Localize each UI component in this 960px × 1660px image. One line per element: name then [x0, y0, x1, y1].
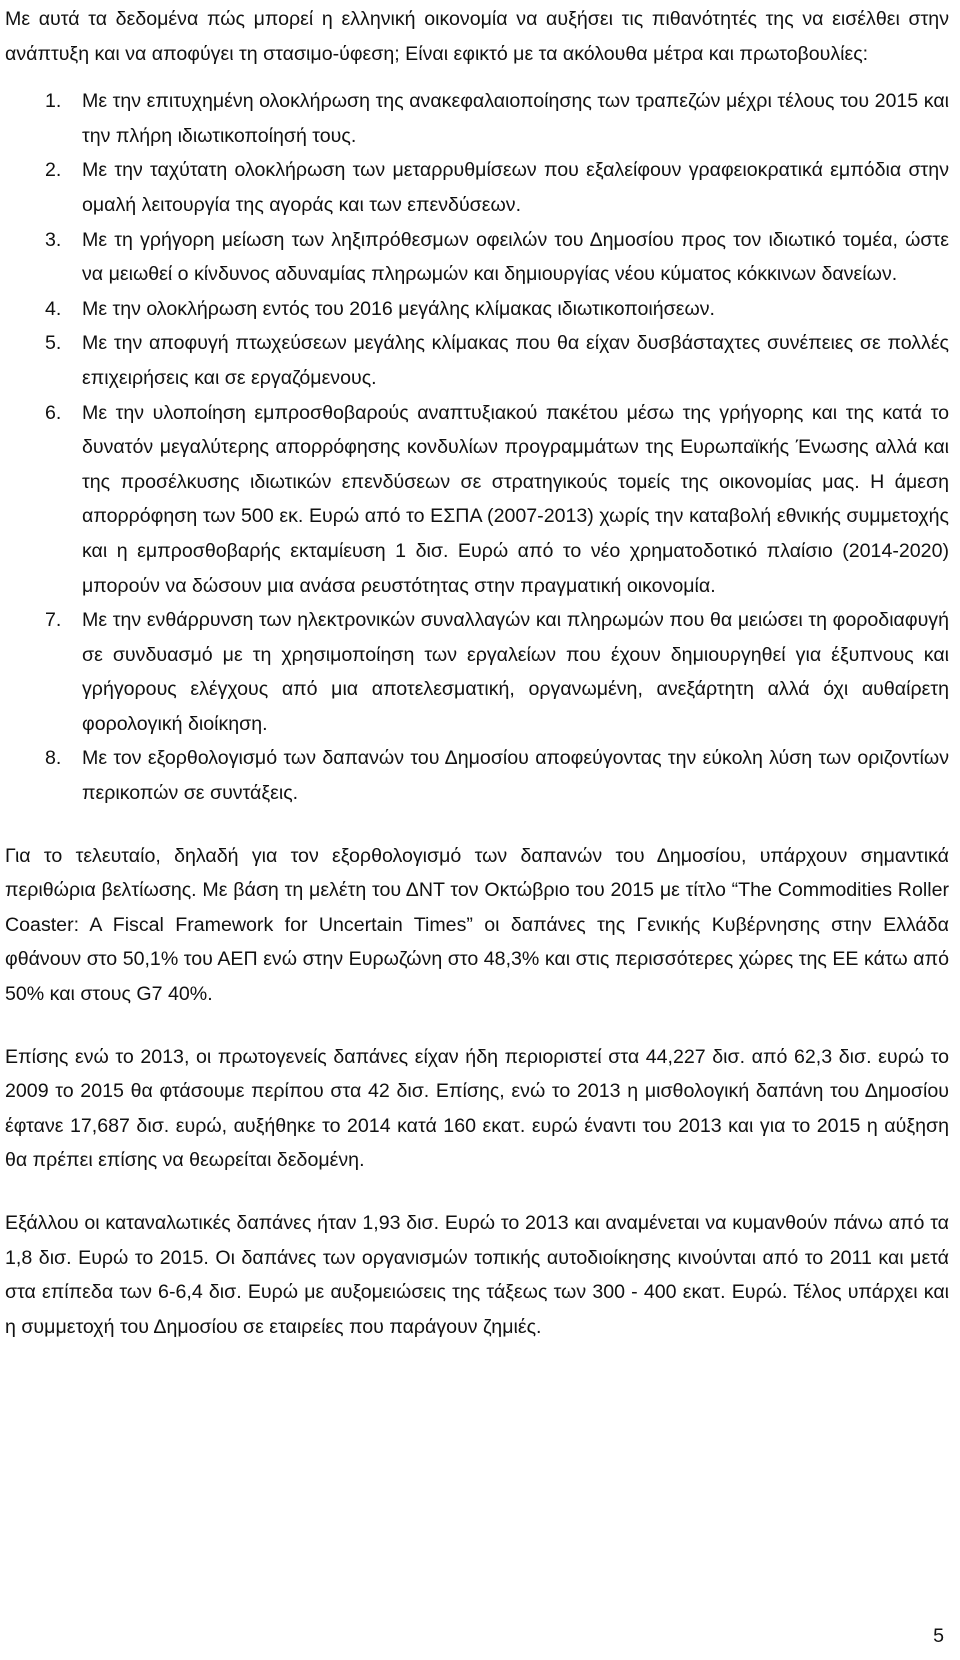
list-item-text: Με την αποφυγή πτωχεύσεων μεγάλης κλίμακας που θα είχαν δυσβάσταχτες συνέπειες σε πολλές επιχειρήσεις και σε εργαζόμενους. [82, 332, 949, 389]
list-number: 6. [45, 401, 62, 424]
list-item [5, 84, 949, 153]
list-item [5, 326, 949, 395]
list-number: 1. [45, 90, 62, 113]
list-number: 2. [45, 159, 62, 182]
list-item-text: Με τη γρήγορη μείωση των ληξιπρόθεσμων οφειλών του Δημοσίου προς τον ιδιωτικό τομέα, ώστε να μειωθεί ο κίνδυνος αδυναμίας πληρωμών και δημιουργίας νέου κύματος κόκκινων δανείων. [82, 228, 949, 286]
list-item-text: Με την ταχύτατη ολοκλήρωση των μεταρρυθμίσεων που εξαλείφουν γραφειοκρατικά εμπόδια στην ομαλή λειτουργία της αγοράς και των επενδύσεων. [82, 159, 949, 216]
list-item-text: Με την επιτυχημένη ολοκλήρωση της ανακεφαλαιοποίησης των τραπεζών μέχρι τέλους του 2015 και την πλήρη ιδιωτικοποίησή τους. [82, 90, 949, 147]
list-item [5, 603, 949, 741]
document-page [5, 2, 949, 1372]
paragraph-public-spending: Για το τελευταίο, δηλαδή για τον εξορθολογισμό των δαπανών του Δημοσίου, υπάρχουν σημαντικά περιθώρια βελτίωσης. Με βάση τη μελέτη του ΔΝΤ τον Οκτώβριο του 2015 με τίτλο “The Commodities Roller Coaster: A Fiscal Framework for Uncertain Times” οι δαπάνες της Γενικής Κυβέρνησης στην Ελλάδα φθάνουν στο 50,1% του ΑΕΠ ενώ στην Ευρωζώνη στο 48,3% και στις περισσότερες χώρες της ΕΕ κάτω από 50% και στους G7 40%. [5, 844, 949, 1006]
intro-paragraph: Με αυτά τα δεδομένα πώς μπορεί η ελληνική οικονομία να αυξήσει τις πιθανότητές της να εισέλθει στην ανάπτυξη και να αποφύγει τη στασιμο-ύφεση; Είναι εφικτό με τα ακόλουθα μέτρα και πρωτοβουλίες: [5, 8, 949, 65]
list-item-text: Με την υλοποίηση εμπροσθοβαρούς αναπτυξιακού πακέτου μέσω της γρήγορης και της κατά το δυνατόν μεγαλύτερης απορρόφησης κονδυλίων προγραμμάτων της Ευρωπαϊκής Ένωσης αλλά και της προσέλκυσης ιδιωτικών επενδύσεων σε στρατηγικούς τομείς της οικονομίας μας. Η άμεση απορρόφηση των 500 εκ. Ευρώ από το ΕΣΠΑ (2007-2013) χωρίς την καταβολή εθνικής συμμετοχής και η εμπροσθοβαρής εκταμίευση 1 δισ. Ευρώ από το νέο χρηματοδοτικό πλαίσιο (2014-2020) μπορούν να δώσουν μια ανάσα ρευστότητας στην πραγματική οικονομία. [82, 401, 949, 597]
list-number: 7. [45, 609, 62, 632]
page-number: 5 [933, 1625, 944, 1647]
list-item-text: Με την ολοκλήρωση εντός του 2016 μεγάλης κλίμακας ιδιωτικοποιήσεων. [82, 297, 715, 320]
list-item-text: Με την ενθάρρυνση των ηλεκτρονικών συναλλαγών και πληρωμών που θα μειώσει τη φοροδιαφυγή σε συνδυασμό με τη χρησιμοποίηση των εργαλείων που έχουν δημιουργηθεί για έξυπνους και γρήγορους ελέγχους από μια αποτελεσματική, οργανωμένη, ανεξάρτητη αλλά όχι αυθαίρετη φορολογική διοίκηση. [82, 609, 949, 735]
list-item [5, 741, 949, 810]
paragraph-consumption-spending: Εξάλλου οι καταναλωτικές δαπάνες ήταν 1,93 δισ. Ευρώ το 2013 και αναμένεται να κυμανθούν πάνω από τα 1,8 δισ. Ευρώ το 2015. Οι δαπάνες των οργανισμών τοπικής αυτοδιοίκησης κινούνται από το 2011 και μετά στα επίπεδα των 6-6,4 δισ. Ευρώ με αυξομειώσεις της τάξεως των 300 - 400 εκατ. Ευρώ. Τέλος υπάρχει και η συμμετοχή του Δημοσίου σε εταιρείες που παράγουν ζημιές. [5, 1212, 949, 1338]
list-item [5, 396, 949, 604]
list-number: 5. [45, 332, 62, 355]
list-number: 8. [45, 747, 62, 770]
list-number: 4. [45, 297, 62, 320]
list-item [5, 223, 949, 292]
paragraph-primary-spending: Επίσης ενώ το 2013, οι πρωτογενείς δαπάνες είχαν ήδη περιοριστεί στα 44,227 δισ. από 62,3 δισ. ευρώ το 2009 το 2015 θα φτάσουμε περίπου στα 42 δισ. Επίσης, ενώ το 2013 η μισθολογική δαπάνη του Δημοσίου έφτανε 17,687 δισ. ευρώ, αυξήθηκε το 2014 κατά 160 εκατ. ευρώ έναντι του 2013 και για το 2015 η αύξηση θα πρέπει επίσης να θεωρείται δεδομένη. [5, 1045, 949, 1172]
list-number: 3. [45, 228, 62, 251]
list-item [5, 292, 949, 327]
list-item [5, 153, 949, 222]
measures-list [5, 84, 949, 810]
list-item-text: Με τον εξορθολογισμό των δαπανών του Δημοσίου αποφεύγοντας την εύκολη λύση των οριζοντίων περικοπών σε συντάξεις. [82, 747, 949, 805]
